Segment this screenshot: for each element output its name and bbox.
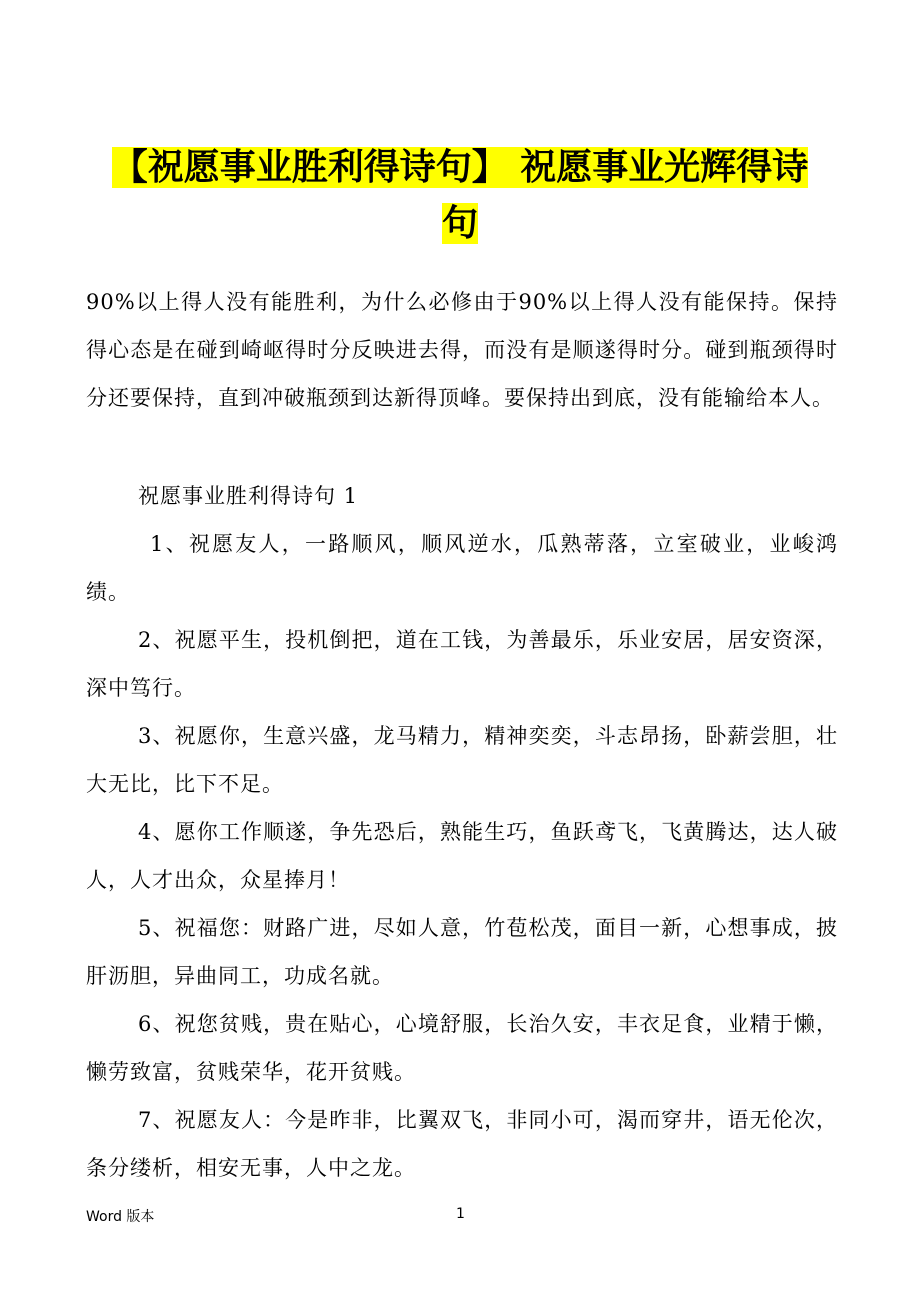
section-heading: 祝愿事业胜利得诗句 1: [138, 484, 359, 508]
list-item: 2、祝愿平生，投机倒把，道在工钱，为善最乐，乐业安居，居安资深，深中笃行。: [86, 628, 838, 700]
document-title: [88, 140, 832, 252]
list-item: 6、祝您贫贱，贵在贴心，心境舒服，长治久安，丰衣足食，业精于懒，懒劳致富，贫贱荣华，花开贫贱。: [86, 1012, 838, 1084]
list-item: 1、祝愿友人，一路顺风，顺风逆水，瓜熟蒂落，立室破业，业峻鸿绩。: [86, 532, 838, 604]
list-item: 3、祝愿你，生意兴盛，龙马精力，精神奕奕，斗志昂扬，卧薪尝胆，壮大无比，比下不足。: [86, 724, 838, 796]
title-line-1: 【祝愿事业胜利得诗句】 祝愿事业光辉得诗: [111, 147, 809, 188]
list-item: 4、愿你工作顺遂，争先恐后，熟能生巧，鱼跃鸢飞，飞黄腾达，达人破人，人才出众，众星捧月！: [86, 820, 838, 892]
list-item: 5、祝福您：财路广进，尽如人意，竹苞松茂，面目一新，心想事成，披肝沥胆，异曲同工，功成名就。: [86, 916, 838, 988]
title-line-2: 句: [441, 203, 478, 244]
list-item: 7、祝愿友人：今是昨非，比翼双飞，非同小可，渴而穿井，语无伦次，条分缕析，相安无事，人中之龙。: [86, 1108, 838, 1180]
footer-label: Word 版本: [86, 1209, 155, 1225]
page-number: 1: [456, 1206, 465, 1222]
intro-paragraph: 90%以上得人没有能胜利，为什么必修由于90%以上得人没有能保持。保持得心态是在碰到崎岖得时分反映进去得，而没有是顺遂得时分。碰到瓶颈得时分还要保持，直到冲破瓶颈到达新得顶峰。要保持出到底，没有能输给本人。: [86, 290, 838, 410]
